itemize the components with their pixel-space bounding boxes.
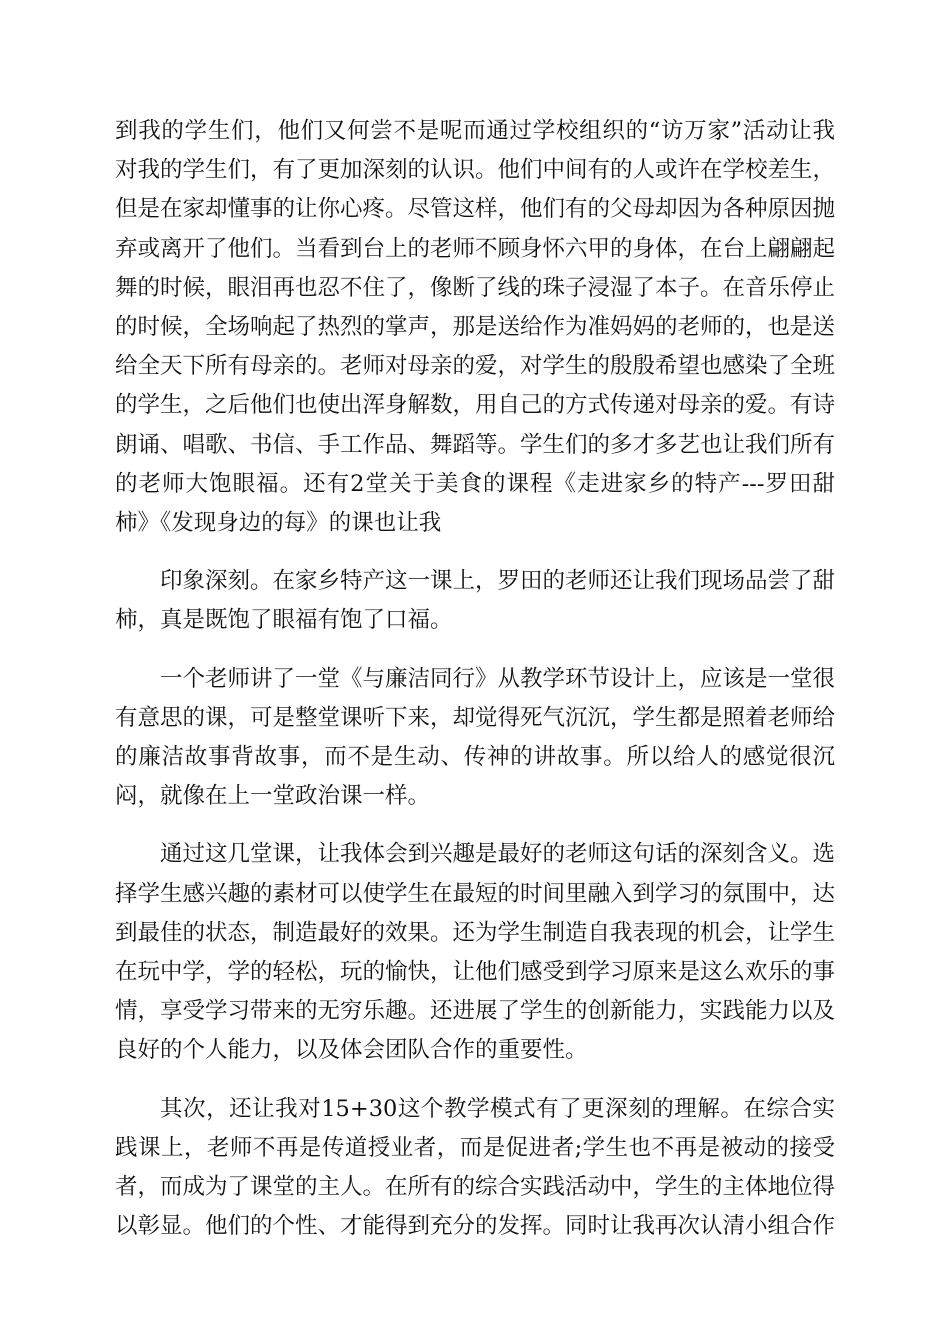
document-body bbox=[115, 112, 835, 1265]
paragraph-5: 其次，还让我对15+30这个教学模式有了更深刻的理解。在综合实践课上，老师不再是传道授业者，而是促进者;学生也不再是被动的接受者，而成为了课堂的主人。在所有的综合实践活动中，学生的主体地位得以彰显。他们的个性、才能得到充分的发挥。同时让我再次认清小组合作 bbox=[115, 1095, 836, 1240]
paragraph-1: 到我的学生们，他们又何尝不是呢而通过学校组织的“访万家”活动让我对我的学生们，有了更加深刻的认识。他们中间有的人或许在学校差生，但是在家却懂事的让你心疼。尽管这样，他们有的父母却因为各种原因抛弃或离开了他们。当看到台上的老师不顾身怀六甲的身体，在台上翩翩起舞的时候，眼泪再也忍不住了，像断了线的珠子浸湿了本子。在音乐停止的时候，全场响起了热烈的掌声，那是送给作为准妈妈的老师的，也是送给全天下所有母亲的。老师对母亲的爱，对学生的殷殷希望也感染了全班的学生，之后他们也使出浑身解数，用自己的方式传递对母亲的爱。有诗朗诵、唱歌、书信、手工作品、舞蹈等。学生们的多才多艺也让我们所有的老师大饱眼福。还有2堂关于美食的课程《走进家乡的特产---罗田甜柿》《发现身边的每》的课也让我 bbox=[115, 118, 836, 537]
paragraph-3: 一个老师讲了一堂《与廉洁同行》从教学环节设计上，应该是一堂很有意思的课，可是整堂课听下来，却觉得死气沉沉，学生都是照着老师给的廉洁故事背故事，而不是生动、传神的讲故事。所以给人的感觉很沉闷，就像在上一堂政治课一样。 bbox=[115, 665, 836, 810]
paragraph-4: 通过这几堂课，让我体会到兴趣是最好的老师这句话的深刻含义。选择学生感兴趣的素材可以使学生在最短的时间里融入到学习的氛围中，达到最佳的状态，制造最好的效果。还为学生制造自我表现的机会，让学生在玩中学，学的轻松，玩的愉快，让他们感受到学习原来是这么欢乐的事情，享受学习带来的无穷乐趣。还进展了学生的创新能力，实践能力以及良好的个人能力，以及体会团队合作的重要性。 bbox=[115, 841, 836, 1064]
paragraph-2: 印象深刻。在家乡特产这一课上，罗田的老师还让我们现场品尝了甜柿，真是既饱了眼福有饱了口福。 bbox=[115, 568, 836, 634]
